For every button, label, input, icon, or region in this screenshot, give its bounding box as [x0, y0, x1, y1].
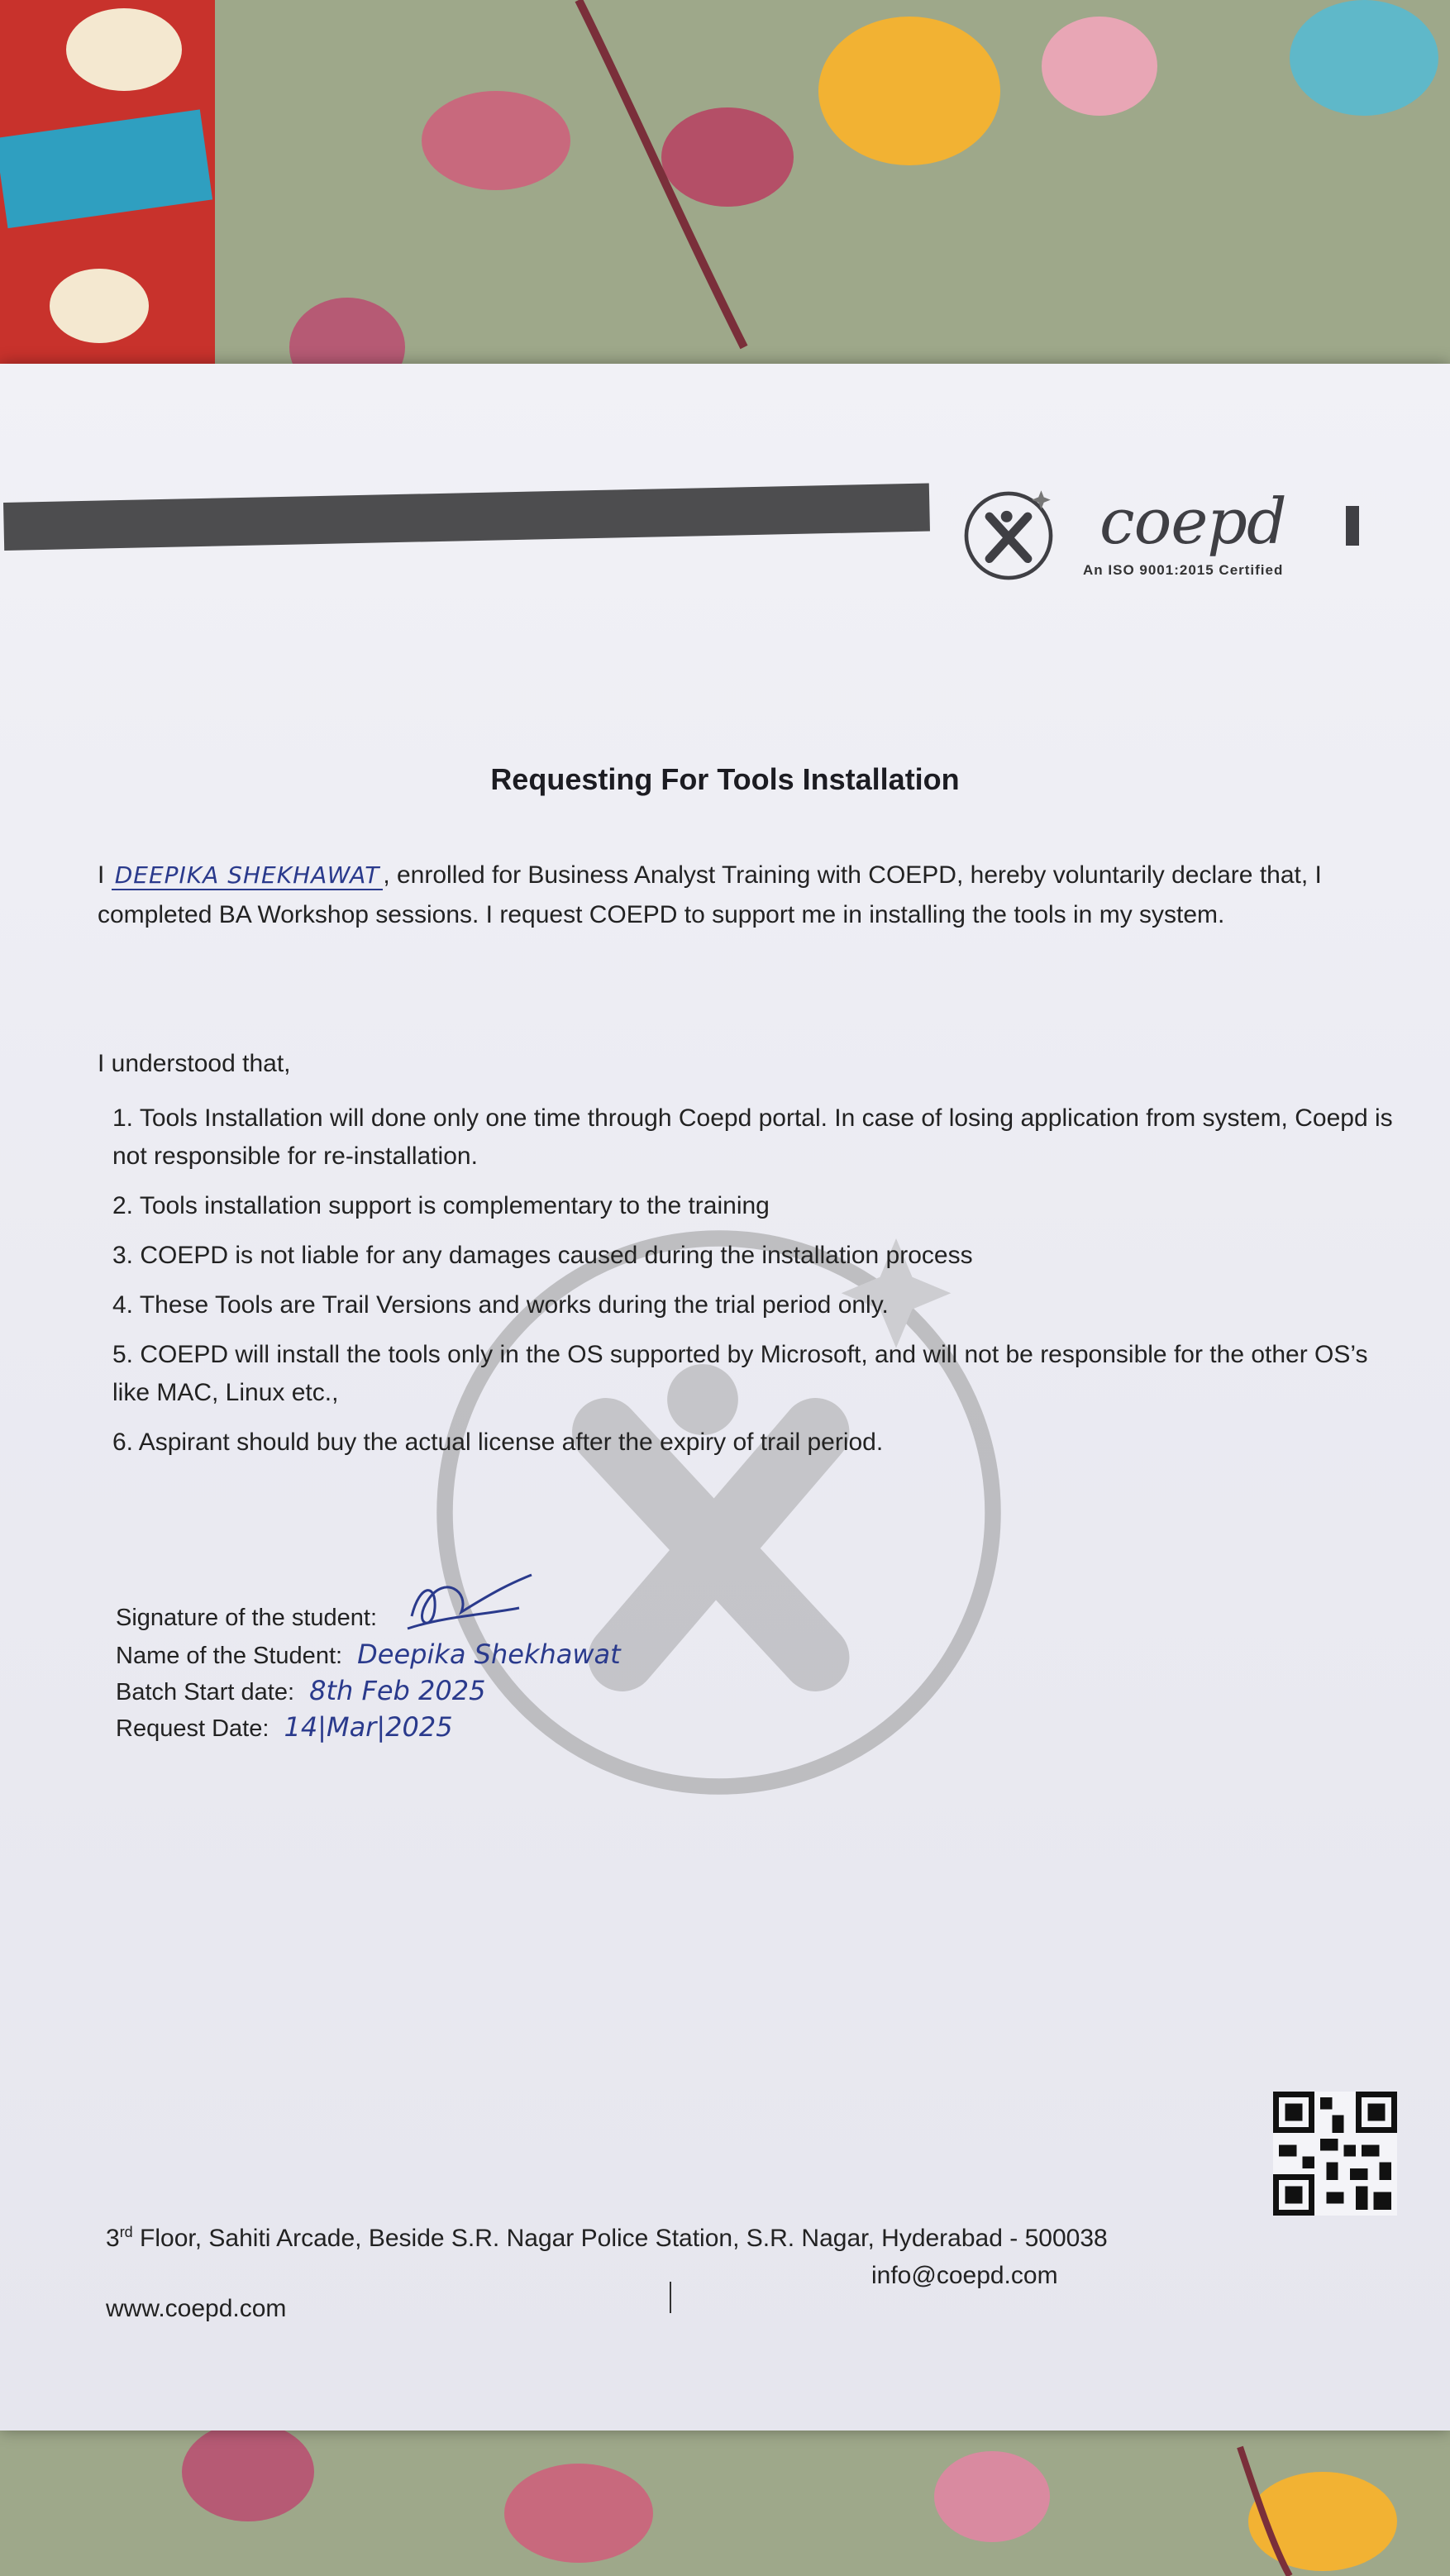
declaration-paragraph — [98, 856, 1371, 935]
student-name-value: Deepika Shekhawat — [357, 1639, 621, 1670]
list-item: 1. Tools Installation will done only one time through Coepd portal. In case of losing application from system, Coepd is not responsible for re-installation. — [112, 1104, 1393, 1170]
list-item: 2. Tools installation support is complementary to the training — [112, 1192, 770, 1219]
address-text: Floor, Sahiti Arcade, Beside S.R. Nagar Police Station, S.R. Nagar, Hyderabad - 500038 — [132, 2225, 1108, 2252]
coepd-logo — [951, 463, 1381, 579]
request-date-row — [116, 1709, 621, 1745]
address-ordinal: 3 — [106, 2225, 120, 2252]
footer-website: www.coepd.com — [106, 2295, 287, 2322]
signature-label: Signature of the student: — [116, 1605, 377, 1631]
declaration-prefix: I — [98, 861, 105, 889]
header-bar — [3, 484, 930, 551]
document-title: Requesting For Tools Installation — [490, 762, 960, 796]
list-item: 6. Aspirant should buy the actual license after the expiry of trail period. — [112, 1429, 884, 1456]
footer-divider — [670, 2282, 671, 2313]
conditions-list — [112, 1100, 1402, 1473]
logo-tagline: An ISO 9001:2015 Certified — [1083, 562, 1284, 578]
address-ordinal-suffix: rd — [119, 2224, 133, 2240]
list-item: 5. COEPD will install the tools only in the OS supported by Microsoft, and will not be responsible for the other OS’s like MAC, Linux etc., — [112, 1341, 1368, 1406]
signature-row — [116, 1600, 621, 1636]
handwritten-signature-icon — [395, 1567, 536, 1641]
footer-address — [106, 2224, 1108, 2253]
signature-block — [116, 1600, 621, 1745]
logo-wordmark: coepd — [1099, 484, 1286, 558]
handwritten-student-name: DEEPIKA SHEKHAWAT — [112, 861, 384, 890]
qr-code-icon — [1273, 2092, 1397, 2216]
document-sheet — [0, 364, 1450, 2431]
student-name-row — [116, 1636, 621, 1672]
declaration-text: , enrolled for Business Analyst Training with COEPD, hereby voluntarily declare that, I completed BA Workshop sessions. I request COEPD to support me in installing the tools in my system. — [98, 861, 1322, 928]
request-date-label: Request Date: — [116, 1715, 269, 1742]
list-item: 4. These Tools are Trail Versions and works during the trial period only. — [112, 1291, 889, 1319]
student-name-label: Name of the Student: — [116, 1643, 343, 1669]
list-item: 3. COEPD is not liable for any damages caused during the installation process — [112, 1242, 973, 1269]
request-date-value: 14|Mar|2025 — [284, 1711, 453, 1743]
understood-label: I understood that, — [98, 1050, 291, 1077]
batch-date-value: 8th Feb 2025 — [309, 1675, 486, 1706]
footer-email: info@coepd.com — [871, 2262, 1058, 2289]
coepd-x-emblem-icon — [961, 488, 1056, 584]
logo-accent-bar — [1346, 506, 1359, 546]
batch-date-label: Batch Start date: — [116, 1679, 295, 1705]
batch-date-row — [116, 1672, 621, 1709]
